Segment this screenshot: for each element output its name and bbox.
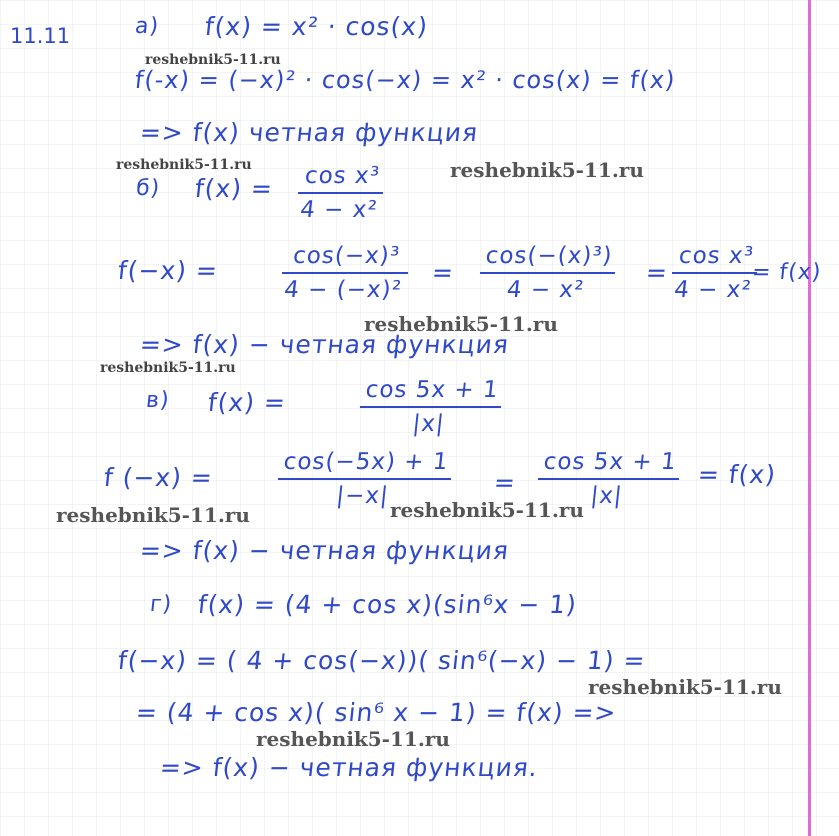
part-g-conclusion: => f(x) − четная функция. bbox=[158, 753, 540, 782]
watermark: reshebnik5-11.ru bbox=[56, 503, 250, 527]
fraction-bar bbox=[538, 478, 679, 480]
fraction-numerator: cos 5x + 1 bbox=[542, 449, 678, 475]
watermark: reshebnik5-11.ru bbox=[100, 360, 236, 376]
part-g-line3: = (4 + cos x)( sin⁶ x − 1) = f(x) => bbox=[134, 698, 619, 727]
fraction-numerator: cos x³ bbox=[303, 163, 382, 189]
watermark: reshebnik5-11.ru bbox=[450, 158, 644, 182]
part-v-tail: = f(x) bbox=[696, 460, 778, 489]
fraction-numerator: cos x³ bbox=[677, 243, 756, 269]
part-b-label: б) bbox=[134, 176, 162, 201]
fraction-denominator: 4 − x² bbox=[672, 277, 753, 303]
fraction-numerator: cos 5x + 1 bbox=[364, 377, 500, 403]
fraction-denominator: 4 − x² bbox=[298, 197, 379, 223]
fraction-bar bbox=[278, 478, 451, 480]
fraction-bar bbox=[480, 272, 615, 274]
fraction-numerator: cos(−5x) + 1 bbox=[282, 449, 450, 475]
part-b-equals-1: = bbox=[430, 258, 456, 287]
part-g-line2: f(−x) = ( 4 + cos(−x))( sin⁶(−x) − 1) = bbox=[116, 646, 648, 675]
part-v-conclusion: => f(x) − четная функция bbox=[138, 536, 511, 565]
fraction-denominator: 4 − (−x)² bbox=[282, 277, 404, 303]
watermark: reshebnik5-11.ru bbox=[390, 498, 584, 522]
part-b-def-lhs: f(x) = bbox=[193, 174, 275, 203]
margin-line bbox=[808, 0, 811, 836]
part-b-def-fraction bbox=[295, 163, 387, 223]
part-v-def-lhs: f(x) = bbox=[206, 388, 288, 417]
part-b-fraction-3 bbox=[669, 243, 761, 303]
fraction-bar bbox=[282, 272, 408, 274]
watermark: reshebnik5-11.ru bbox=[116, 157, 252, 173]
part-b-f-minus: f(−x) = bbox=[116, 256, 220, 285]
fraction-numerator: cos(−(x)³) bbox=[484, 243, 614, 269]
problem-number: 11.11 bbox=[10, 24, 71, 48]
part-a-definition: f(x) = x² · cos(x) bbox=[203, 12, 430, 41]
part-v-label: в) bbox=[144, 388, 171, 413]
watermark: reshebnik5-11.ru bbox=[256, 727, 450, 751]
part-b-fraction-2 bbox=[477, 243, 618, 303]
watermark: reshebnik5-11.ru bbox=[588, 675, 782, 699]
fraction-denominator: 4 − x² bbox=[505, 277, 586, 303]
part-b-tail: = f(x) bbox=[750, 260, 823, 285]
fraction-bar bbox=[360, 406, 501, 408]
part-b-conclusion: => f(x) − четная функция bbox=[138, 330, 511, 359]
watermark: reshebnik5-11.ru bbox=[145, 52, 281, 68]
fraction-denominator: |−x| bbox=[335, 483, 391, 509]
fraction-bar bbox=[298, 192, 384, 194]
part-a-label: а) bbox=[133, 14, 161, 39]
fraction-denominator: |x| bbox=[589, 483, 625, 509]
part-v-equals-1: = bbox=[492, 468, 518, 497]
part-g-label: г) bbox=[148, 592, 174, 617]
part-g-definition: f(x) = (4 + cos x)(sin⁶x − 1) bbox=[196, 590, 579, 619]
part-a-conclusion: => f(x) четная функция bbox=[138, 118, 480, 147]
part-b-equals-2: = bbox=[644, 258, 670, 287]
part-v-def-fraction bbox=[357, 377, 504, 437]
fraction-bar bbox=[672, 272, 758, 274]
fraction-denominator: |x| bbox=[411, 411, 447, 437]
watermark: reshebnik5-11.ru bbox=[364, 312, 558, 336]
part-a-line2: f(-x) = (−x)² · cos(−x) = x² · cos(x) = f(x) bbox=[133, 66, 677, 94]
fraction-numerator: cos(−x)³ bbox=[291, 243, 402, 269]
part-v-f-minus: f (−x) = bbox=[102, 463, 215, 492]
part-b-fraction-1 bbox=[279, 243, 411, 303]
